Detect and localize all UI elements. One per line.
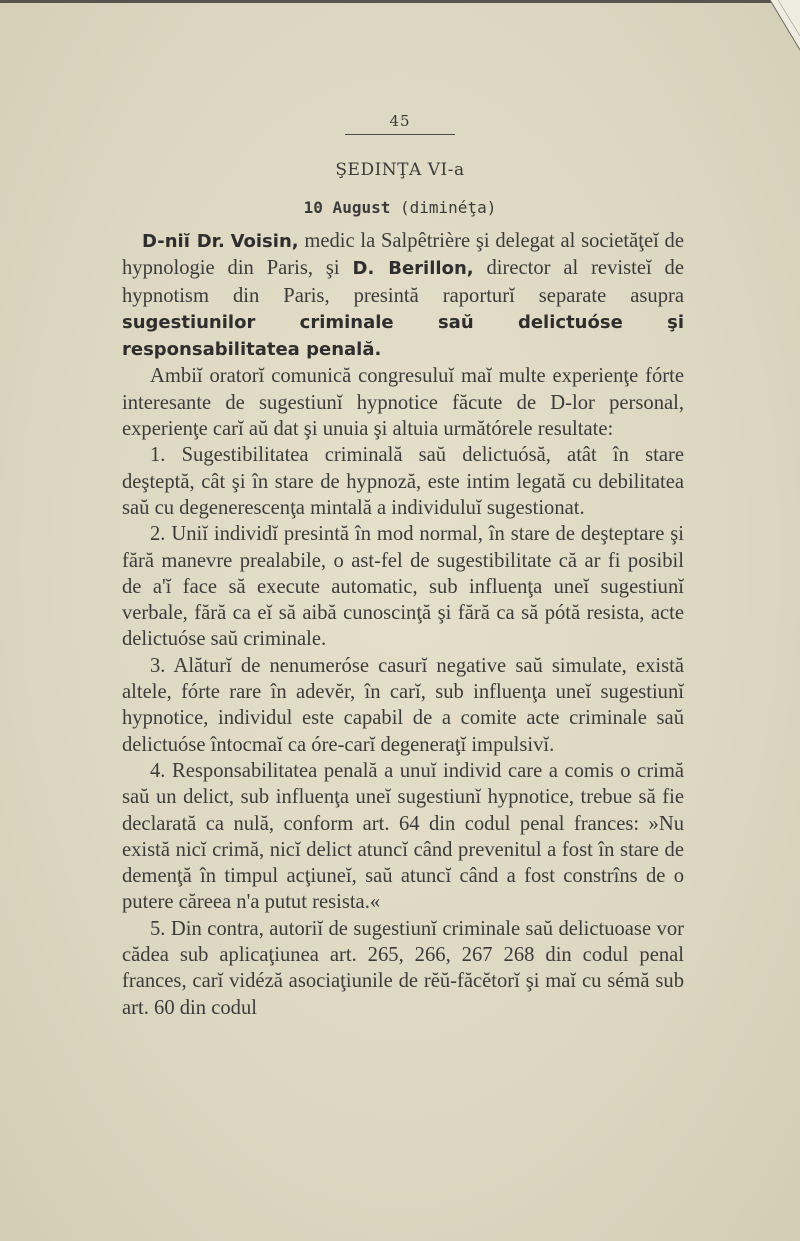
paragraph-result-1: 1. Sugestibilitatea criminală saŭ delictuósă, atât în stare deşteptă, cât şi în stare de hypnoză, este intim legată cu debilitatea saŭ cu degenerescenţa mintală a individuluĭ sugestionat.	[122, 444, 684, 519]
top-edge-rule	[0, 0, 800, 3]
intro-text-a: medic la Salpêtrière şi delegat al societăţeĭ de hypnologie din Paris, şi	[122, 230, 684, 280]
session-title: ŞEDINŢA VI-a	[335, 160, 465, 180]
intro-text-b: director al revisteĭ de hypnotism din Paris, presintă raporturĭ separate asupra	[122, 257, 684, 307]
speaker-1-title: D-niĭ Dr.	[142, 231, 225, 252]
speaker-1-name: Voisin,	[230, 231, 299, 252]
report-subject: sugestiunilor criminale saŭ delictuóse şi responsabilitatea penală.	[122, 311, 684, 361]
paragraph-result-4: 4. Responsabilitatea penală a unuĭ individ care a comis o crimă saŭ un delict, sub influenţa uneĭ sugestiunĭ hypnotice, trebue să fie declarată ca nulă, conform art. 64 din codul penal frances: »Nu există nicĭ crimă, nicĭ delict atuncĭ când prevenitul a fost în stare de demenţă în timpul acţiuneĭ, saŭ atuncĭ când a fost constrîns de o putere căreea n'a putut resista.«	[122, 759, 684, 914]
paragraph-experiments: Ambiĭ oratorĭ comunică congresuluĭ maĭ multe experienţe fórte interesante de sugestiunĭ hypnotice făcute de D-lor personal, experienţe carĭ aŭ dat şi unuia şi altuia următórele resultate:	[122, 365, 684, 441]
speaker-2-name: D. Berillon,	[352, 258, 474, 280]
paragraph-result-3: 3. Alăturĭ de nenumeróse casurĭ negative saŭ simulate, există altele, fórte rare în adevĕr, în carĭ, sub influenţa uneĭ sugestiunĭ hypnotice, individul este capabil de a comite acte criminale saŭ delictuóse întocmaĭ ca óre-carĭ degeneraţĭ impulsivĭ.	[122, 654, 684, 756]
paragraph-result-2: 2. Uniĭ individĭ presintă în mod normal, în stare de deşteptare şi fără manevre prealabile, o ast-fel de sugestibilitate că ar fi posibil de a'ĭ face să execute automatic, sub influenţa uneĭ sugestiunĭ verbale, fără ca eĭ să aibă cunoscinţă şi fără ca să pótă resista, acte delictuóse saŭ criminale.	[122, 523, 684, 651]
page-number-rule	[345, 134, 455, 135]
paragraph-intro	[122, 228, 684, 363]
paragraph-result-5: 5. Din contra, autoriĭ de sugestiunĭ criminale saŭ delictuoase vor cădea sub aplicaţiunea art. 265, 266, 267 268 din codul penal frances, carĭ vidéză asociaţiunile de rĕŭ-făcĕtorĭ şi maĭ cu sémă sub art. 60 din codul	[122, 917, 684, 1019]
page-corner-fold	[770, 0, 800, 50]
body-text	[122, 228, 684, 1021]
page-number: 45	[389, 112, 411, 130]
session-date	[0, 198, 800, 217]
session-date-day: 10 August	[303, 198, 391, 217]
session-date-part: (diminéţa)	[400, 198, 497, 217]
